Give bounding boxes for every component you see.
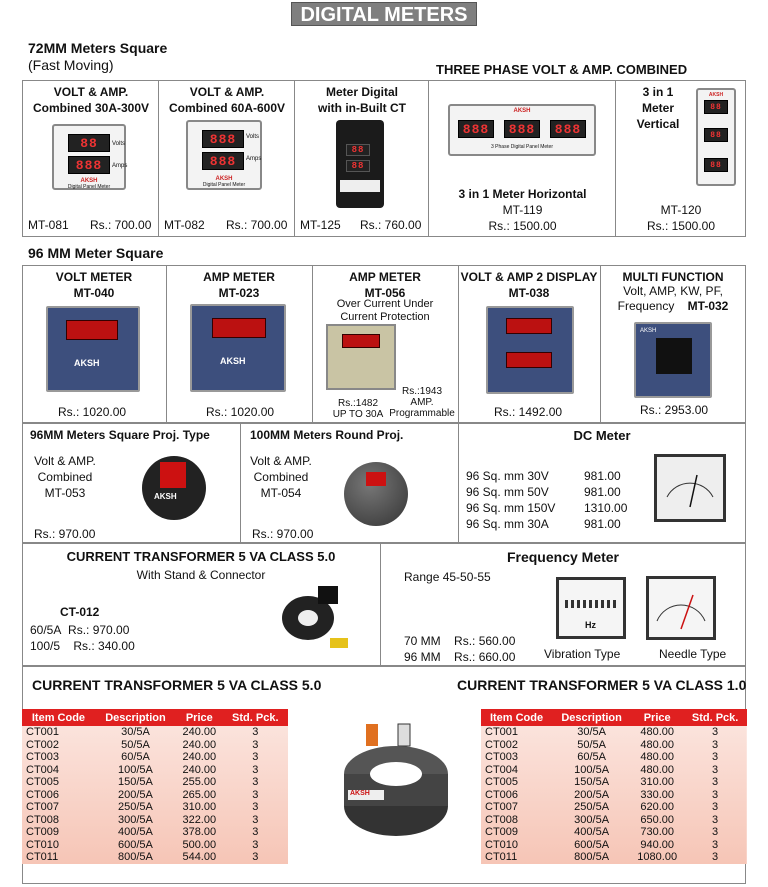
needle-type-label: Needle Type: [659, 647, 727, 661]
table-row: [481, 751, 747, 764]
table-cell: 3: [712, 838, 719, 851]
table-cell: 3: [252, 826, 259, 838]
table-cell: 940.00: [640, 838, 674, 851]
table-cell: 500.00: [182, 838, 217, 851]
mt056-subtitle: Over Current Under Current Protection: [336, 298, 434, 323]
dc-meter-list: 96 Sq. mm 30V 981.00 96 Sq. mm 50V 981.00 96 Sq. mm 150V 1310.00 96 Sq. mm 30A 981.00: [466, 469, 628, 531]
table-cell: 600/5A: [574, 838, 610, 851]
mt081-code: MT-081: [28, 218, 69, 232]
table-row: [22, 801, 288, 814]
table-cell: 3: [712, 738, 719, 751]
table-cell: 1080.00: [637, 851, 678, 863]
table-cell: CT010: [26, 838, 60, 851]
table-row: [22, 776, 288, 789]
table-row: [22, 789, 288, 802]
meter-mt054-image: [344, 462, 408, 526]
table-cell: 50/5A: [121, 738, 150, 751]
table-cell: 378.00: [182, 826, 217, 838]
ct-brand-label: AKSH: [350, 790, 370, 797]
col-description: Description: [95, 709, 176, 726]
table-row: [481, 839, 747, 852]
table-cell: 3: [712, 726, 719, 738]
mt040-title: VOLT METER MT-040: [55, 270, 133, 300]
ct012-subtitle: With Stand & Connector: [136, 568, 266, 582]
table-cell: 265.00: [182, 788, 217, 801]
table-cell: 3: [252, 813, 259, 826]
table-cell: 3: [252, 788, 259, 801]
proj-round-title: 100MM Meters Round Proj.: [250, 428, 404, 442]
table-cell: 100/5A: [574, 763, 610, 776]
table-row: [481, 801, 747, 814]
table-cell: 250/5A: [118, 801, 153, 813]
section-96mm-title: 96 MM Meter Square: [28, 245, 164, 261]
ct-class5-table: [22, 709, 288, 864]
table-cell: 100/5A: [118, 763, 153, 776]
proj-round-price: Rs.: 970.00: [252, 527, 314, 541]
table-cell: 3: [712, 826, 719, 838]
mt023-title: AMP METER MT-023: [203, 270, 275, 300]
mt082-code: MT-082: [164, 218, 205, 232]
table-row: [22, 814, 288, 827]
table-cell: CT008: [26, 813, 60, 826]
page-title: DIGITAL METERS: [291, 2, 477, 26]
table-cell: CT004: [26, 763, 60, 776]
table-cell: 322.00: [182, 813, 217, 826]
table-cell: 480.00: [640, 763, 674, 776]
product-mt081-title: VOLT & AMP. Combined 30A-300V: [32, 85, 150, 115]
meter-mt056-image: [326, 324, 396, 390]
table-cell: 3: [252, 838, 259, 851]
table-cell: 3: [712, 776, 719, 788]
table-cell: CT011: [26, 851, 59, 863]
table-cell: 620.00: [640, 801, 674, 813]
proj-sq-title: 96MM Meters Square Proj. Type: [30, 428, 210, 442]
table-cell: CT004: [485, 763, 519, 776]
mt119-title: 3 in 1 Meter Horizontal: [458, 187, 587, 201]
ct-class1-title: CURRENT TRANSFORMER 5 VA CLASS 1.0: [457, 677, 747, 693]
table-cell: CT010: [485, 838, 519, 851]
table-row: [22, 839, 288, 852]
mt120-code: MT-120: [660, 203, 702, 217]
table-cell: 310.00: [182, 801, 217, 813]
table-row: [481, 851, 747, 864]
table-cell: 240.00: [182, 751, 217, 763]
table-cell: 800/5A: [574, 851, 610, 863]
section-72mm-subtitle: (Fast Moving): [28, 57, 114, 73]
dc-meter-title: DC Meter: [573, 428, 631, 443]
table-cell: 300/5A: [118, 813, 153, 826]
table-cell: 3: [252, 851, 259, 863]
col-std-pck: Std. Pck.: [683, 709, 747, 726]
table-cell: CT005: [485, 776, 519, 788]
table-cell: 3: [252, 751, 259, 763]
table-row: [22, 739, 288, 752]
table-cell: 3: [252, 776, 259, 788]
vibration-type-label: Vibration Type: [544, 647, 621, 661]
mt032-title: MULTI FUNCTION: [622, 270, 724, 284]
col-price: Price: [176, 709, 223, 726]
table-cell: 30/5A: [121, 726, 150, 738]
table-row: [22, 751, 288, 764]
table-cell: CT002: [485, 738, 519, 751]
ct012-prices: 60/5A Rs.: 970.00 100/5 Rs.: 340.00: [30, 623, 135, 653]
col-price: Price: [631, 709, 683, 726]
meter-mt081-image: 88 888 Volts Amps AKSH Digital Panel Meter: [52, 124, 126, 190]
table-cell: CT006: [485, 788, 519, 801]
table-cell: 60/5A: [577, 751, 606, 763]
ct012-title: CURRENT TRANSFORMER 5 VA CLASS 5.0: [66, 549, 336, 564]
col-item-code: Item Code: [481, 709, 552, 726]
table-row: [481, 789, 747, 802]
table-cell: 3: [252, 801, 259, 813]
table-cell: 480.00: [640, 751, 674, 763]
table-cell: 255.00: [182, 776, 217, 788]
freq-prices: 70 MM Rs.: 560.00 96 MM Rs.: 660.00: [404, 634, 516, 664]
mt040-price: Rs.: 1020.00: [58, 405, 127, 419]
meter-mt040-image: AKSH: [46, 306, 140, 392]
mt056-title: AMP METER MT-056: [349, 270, 421, 300]
table-cell: CT007: [485, 801, 519, 813]
table-cell: 240.00: [182, 763, 217, 776]
meter-mt032-image: AKSH: [634, 322, 712, 398]
mt056-price-1: Rs.:1482 UP TO 30A: [332, 398, 384, 420]
mt082-price: Rs.: 700.00: [226, 218, 288, 232]
table-cell: CT003: [485, 751, 519, 763]
table-cell: 200/5A: [118, 788, 153, 801]
table-cell: CT007: [26, 801, 60, 813]
proj-sq-desc: Volt & AMP. Combined MT-053: [34, 454, 96, 500]
table-cell: 730.00: [640, 826, 674, 838]
table-cell: 30/5A: [577, 726, 606, 738]
mt038-price: Rs.: 1492.00: [494, 405, 563, 419]
table-cell: 3: [712, 763, 719, 776]
table-cell: 150/5A: [118, 776, 153, 788]
mt119-price: Rs.: 1500.00: [488, 219, 557, 233]
table-cell: 544.00: [182, 851, 217, 863]
col-item-code: Item Code: [22, 709, 95, 726]
table-cell: CT001: [26, 726, 60, 738]
table-cell: 300/5A: [574, 813, 610, 826]
ct012-image: [278, 582, 352, 652]
table-row: [481, 826, 747, 839]
table-cell: CT002: [26, 738, 60, 751]
table-row: [22, 726, 288, 739]
table-row: [22, 851, 288, 864]
table-cell: 3: [712, 851, 719, 863]
table-cell: 240.00: [182, 726, 217, 738]
table-cell: 3: [712, 751, 719, 763]
meter-mt023-image: AKSH: [190, 304, 286, 392]
table-cell: CT005: [26, 776, 60, 788]
mt119-code: MT-119: [502, 203, 543, 217]
mt032-price: Rs.: 2953.00: [640, 403, 709, 417]
table-row: [481, 739, 747, 752]
meter-mt053-image: AKSH: [142, 456, 206, 520]
table-cell: 400/5A: [574, 826, 610, 838]
col-description: Description: [552, 709, 631, 726]
table-cell: 400/5A: [118, 826, 153, 838]
meter-mt120-image: AKSH 88 88 88: [696, 88, 736, 186]
meter-mt038-image: [486, 306, 574, 394]
table-cell: CT001: [485, 726, 519, 738]
table-cell: CT006: [26, 788, 60, 801]
meter-mt082-image: 888 888 Volts Amps AKSH Digital Panel Meter: [186, 120, 262, 190]
table-cell: 3: [712, 813, 719, 826]
mt125-code: MT-125: [300, 218, 341, 232]
three-phase-title: THREE PHASE VOLT & AMP. COMBINED: [436, 62, 688, 77]
vibration-meter-image: Hz: [556, 577, 626, 639]
table-cell: 600/5A: [118, 838, 153, 851]
freq-range: Range 45-50-55: [404, 570, 491, 584]
table-cell: CT008: [485, 813, 519, 826]
table-cell: 310.00: [640, 776, 674, 788]
product-mt082-title: VOLT & AMP. Combined 60A-600V: [168, 85, 286, 115]
table-cell: 60/5A: [121, 751, 150, 763]
mt023-price: Rs.: 1020.00: [206, 405, 275, 419]
mt056-price-2: Rs.:1943 AMP. Programmable: [389, 386, 455, 419]
ct012-code: CT-012: [60, 605, 100, 619]
table-cell: CT009: [26, 826, 60, 838]
table-row: [22, 826, 288, 839]
proj-round-desc: Volt & AMP. Combined MT-054: [250, 454, 312, 500]
mt038-title: VOLT & AMP 2 DISPLAY MT-038: [460, 270, 598, 300]
table-cell: 480.00: [640, 738, 674, 751]
ct-class1-table: [481, 709, 747, 864]
table-cell: 3: [712, 801, 719, 813]
table-cell: 330.00: [640, 788, 674, 801]
meter-mt125-image: 88 88: [336, 120, 384, 208]
table-cell: 3: [252, 763, 259, 776]
mt081-price: Rs.: 700.00: [90, 218, 152, 232]
table-row: [481, 814, 747, 827]
table-cell: 250/5A: [574, 801, 610, 813]
table-row: [481, 764, 747, 777]
table-cell: 3: [712, 788, 719, 801]
table-row: [481, 726, 747, 739]
ct-class5-title: CURRENT TRANSFORMER 5 VA CLASS 5.0: [32, 677, 322, 693]
mt032-subtitle: Volt, AMP, KW, PF, Frequency MT-032: [617, 284, 729, 313]
ct-image: [340, 716, 452, 842]
table-cell: CT011: [485, 851, 518, 863]
mt125-price: Rs.: 760.00: [360, 218, 422, 232]
table-cell: 650.00: [640, 813, 674, 826]
col-std-pck: Std. Pck.: [223, 709, 288, 726]
table-cell: 200/5A: [574, 788, 610, 801]
table-cell: 3: [252, 726, 259, 738]
mt120-title: 3 in 1 Meter Vertical: [636, 85, 680, 131]
table-cell: 240.00: [182, 738, 217, 751]
meter-dc-image: [654, 454, 726, 522]
meter-mt119-image: AKSH 888 888 888 3 Phase Digital Panel Meter: [448, 104, 596, 156]
mt120-price: Rs.: 1500.00: [646, 219, 716, 233]
table-row: [481, 776, 747, 789]
table-cell: 480.00: [640, 726, 674, 738]
freq-title: Frequency Meter: [506, 549, 620, 565]
table-row: [22, 764, 288, 777]
table-cell: 3: [252, 738, 259, 751]
table-cell: 800/5A: [118, 851, 153, 863]
needle-meter-image: [646, 576, 716, 640]
table-cell: 150/5A: [574, 776, 610, 788]
table-cell: 50/5A: [577, 738, 606, 751]
product-mt125-title: Meter Digital with in-Built CT: [318, 85, 406, 115]
proj-sq-price: Rs.: 970.00: [34, 527, 96, 541]
table-cell: CT003: [26, 751, 60, 763]
table-cell: CT009: [485, 826, 519, 838]
section-72mm-title: 72MM Meters Square: [28, 40, 168, 56]
